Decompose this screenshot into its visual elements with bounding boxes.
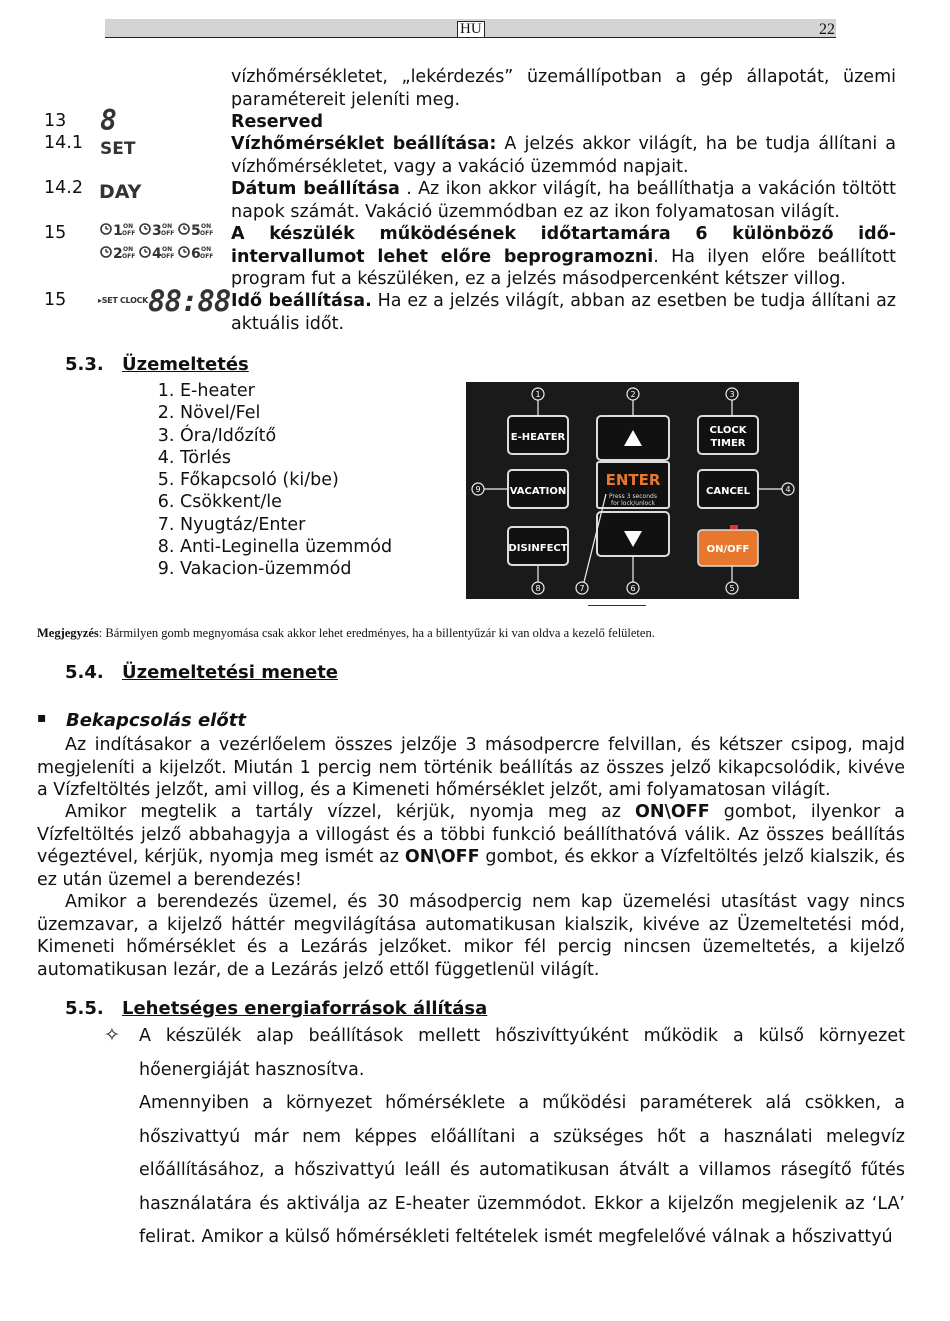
section-title: Üzemeltetés bbox=[122, 354, 249, 375]
callout-number: 7 bbox=[579, 584, 585, 593]
paragraph: Amikor a berendezés üzemel, és 30 másodpercig nem kap üzemelési utasítást vagy nincs üzemzavar, a kijelző háttér megvilágítása automatikusan kialszik, kivéve az Üzemeltetési mód, Kimeneti hőmérséklet és a Lezárás jelzőket. mikor fél percig nincsen üzemeltetés, a kijelző automatikusan lezár, de a Lezárás jelző ettől függetlenül világít. bbox=[37, 892, 905, 980]
enter-label: ENTER bbox=[605, 471, 661, 489]
svg-text:ON: ON bbox=[162, 246, 173, 253]
paragraph: Amennyiben a környezet hőmérséklete a működési paraméterek alá csökken, a hőszivattyú már nem képpes előállítani a szükséges hőt a használati melegvíz előállításához, a hőszivattyú leáll és automatikusan átvált a villamos rásegítő fűtés használatára és aktiválja az E-heater üzemmódot. Ekkor a kijelzőn megjelenik az ‘LA’ felirat. Amikor a külső hőmérsékleti feltételek ismét megfelelővé válnak a hőszivattyú bbox=[139, 1093, 905, 1247]
set-icon: SET bbox=[100, 139, 136, 159]
list-item: 5. Főkapcsoló (ki/be) bbox=[180, 469, 392, 491]
timer-slot-number: 1 bbox=[113, 223, 123, 239]
e-heater-label: E-HEATER bbox=[510, 432, 566, 443]
row-title: A készülék működésének időtartamára 6 különböző idő-intervallumot lehet előre beprogramozni bbox=[231, 224, 896, 267]
list-item: 9. Vakacion-üzemmód bbox=[180, 558, 392, 580]
svg-text:5: 5 bbox=[191, 223, 201, 239]
clock-label: CLOCK bbox=[709, 425, 747, 436]
list-item: 6. Csökkent/le bbox=[180, 491, 392, 513]
onoff-key: ON\OFF bbox=[404, 847, 480, 867]
svg-text:2: 2 bbox=[113, 246, 123, 262]
row-description bbox=[231, 178, 896, 223]
list-item: 7. Nyugtáz/Enter bbox=[180, 514, 392, 536]
section-number: 5.4. bbox=[65, 662, 104, 683]
section-title: Üzemeltetési menete bbox=[122, 662, 339, 683]
svg-text:ON: ON bbox=[162, 223, 173, 230]
image-underline bbox=[588, 605, 646, 606]
row-number: 13 bbox=[44, 111, 67, 131]
svg-text:ON: ON bbox=[201, 223, 212, 230]
list-item: 2. Növel/Fel bbox=[180, 402, 392, 424]
section-title: Lehetséges energiaforrások állítása bbox=[122, 998, 488, 1019]
vacation-label: VACATION bbox=[509, 486, 567, 497]
svg-text:ON: ON bbox=[123, 223, 134, 230]
paragraph: Az indításakor a vezérlőelem összes jelzője 3 másodpercre felvillan, és kétszer csipog, majd megjeleníti a kijelzőt. Miután 1 percig nem történik beállítás az összes jelző kikapcsolódik, kivéve a Vízfeltöltés jelzőt, ami villog, és a Kimeneti hőmérséklet jelzőt, ami folyamatosan világít. bbox=[37, 735, 905, 800]
svg-text:OFF: OFF bbox=[200, 253, 214, 260]
row-description bbox=[231, 223, 896, 291]
row-text: . Ha ilyen előre beállított program fut a készüléken, ez a jelzés másodpercenként kétszer villog. bbox=[231, 246, 896, 289]
enter-hint-line2: for lock/unlock bbox=[610, 500, 656, 507]
svg-text:ON: ON bbox=[201, 246, 212, 253]
svg-text:3: 3 bbox=[152, 223, 162, 239]
row-text: . Az ikon akkor világít, ha beállíthatja a vakáción töltött napok számát. Vakáció üzemmódban ez az ikon folyamatosan világít. bbox=[231, 179, 896, 222]
row-description bbox=[231, 133, 896, 178]
note bbox=[37, 626, 655, 641]
list-item: 8. Anti-Leginella üzemmód bbox=[180, 536, 392, 558]
subsection-title: Bekapcsolás előtt bbox=[66, 710, 246, 731]
power-led bbox=[730, 525, 738, 529]
svg-text:OFF: OFF bbox=[122, 253, 136, 260]
callout-number: 2 bbox=[630, 390, 636, 399]
timer-label: TIMER bbox=[710, 438, 746, 449]
svg-text:6: 6 bbox=[191, 246, 201, 262]
text-run: gombot, és ekkor a Vízfeltöltés jelző kialszik, és ez után üzemel a berendezés! bbox=[37, 847, 905, 890]
language-code: HU bbox=[457, 21, 485, 38]
row-title: Idő beállítása. bbox=[231, 291, 372, 311]
list-item: 4. Törlés bbox=[180, 447, 392, 469]
row-number: 14.1 bbox=[44, 133, 83, 153]
svg-text:ON: ON bbox=[123, 246, 134, 253]
row-title: Dátum beállítása bbox=[231, 179, 400, 199]
row-number: 14.2 bbox=[44, 178, 83, 198]
digit-segment-icon: 8 bbox=[100, 104, 117, 137]
text-run: gombot, ilyenkor a Vízfeltöltés jelző abbahagyja a villogást és a többi funkció beállíthatóvá válik. Az összes beállítás végeztével, kérjük, nyomja meg ismét az bbox=[37, 802, 905, 867]
timer-slot-1-icon bbox=[101, 224, 111, 234]
callout-number: 1 bbox=[535, 390, 541, 399]
callout-number: 8 bbox=[535, 584, 541, 593]
callout-number: 9 bbox=[475, 485, 481, 494]
onoff-label: ON/OFF bbox=[706, 544, 750, 555]
day-icon: DAY bbox=[99, 181, 142, 203]
callout-number: 4 bbox=[785, 485, 791, 494]
callout-number: 5 bbox=[729, 584, 735, 593]
list-item: 1. E-heater bbox=[180, 380, 392, 402]
row-title: Vízhőmérséklet beállítása: bbox=[231, 134, 497, 154]
control-panel-svg bbox=[466, 382, 799, 599]
list-item: 3. Óra/Időzítő bbox=[180, 425, 392, 447]
note-text: : Bármilyen gomb megnyomása csak akkor lehet eredményes, ha a billentyűzár ki van oldva a kezelő felületen. bbox=[98, 626, 655, 640]
callout-number: 6 bbox=[630, 584, 636, 593]
svg-text:4: 4 bbox=[152, 246, 162, 262]
enter-hint-line1: Press 3 seconds bbox=[609, 493, 657, 500]
page-number: 22 bbox=[819, 21, 835, 38]
row-text: A jelzés akkor világít, ha be tudja állítani a vízhőmérsékletet, vagy a vakáció üzemmód napjait. bbox=[231, 134, 896, 177]
row-description bbox=[231, 290, 896, 335]
svg-text:OFF: OFF bbox=[161, 253, 175, 260]
paragraph: A készülék alap beállítások mellett hőszivíttyúként működik a külső környezet hőenergiáját hasznosítva. bbox=[139, 1026, 905, 1080]
svg-text:OFF: OFF bbox=[200, 230, 214, 237]
clock-digits-icon: 88:88 bbox=[148, 284, 231, 318]
svg-text:OFF: OFF bbox=[122, 230, 136, 237]
onoff-key: ON\OFF bbox=[634, 802, 710, 822]
row-number: 15 bbox=[44, 290, 67, 310]
timer-program-icon-svg bbox=[100, 220, 218, 266]
row-title: Reserved bbox=[231, 112, 324, 132]
diamond-bullet-icon: ✧ bbox=[104, 1024, 120, 1046]
bullet-icon: ▪ bbox=[37, 710, 47, 726]
timer-program-icons bbox=[100, 220, 218, 266]
row-text: Ha ez a jelzés világít, abban az esetben be tudja állítani az aktuális időt. bbox=[231, 291, 896, 334]
control-panel-image bbox=[466, 382, 799, 599]
paragraph bbox=[37, 801, 905, 891]
section-number: 5.5. bbox=[65, 998, 104, 1019]
svg-text:OFF: OFF bbox=[161, 230, 175, 237]
callout-number: 3 bbox=[729, 390, 735, 399]
cancel-label: CANCEL bbox=[706, 486, 750, 497]
button-list bbox=[150, 380, 392, 581]
disinfect-label: DISINFECT bbox=[508, 543, 568, 554]
text-run: Amikor megtelik a tartály vízzel, kérjük, nyomja meg az bbox=[65, 802, 635, 822]
continuation-text: vízhőmérsékletet, „lekérdezés” üzemállípotban a gép állapotát, üzemi paramétereit jeleníti meg. bbox=[231, 67, 896, 110]
set-clock-icon: ▸SET CLOCK bbox=[98, 296, 149, 305]
section-number: 5.3. bbox=[65, 354, 104, 375]
row-number: 15 bbox=[44, 223, 67, 243]
note-label: Megjegyzés bbox=[37, 626, 99, 640]
